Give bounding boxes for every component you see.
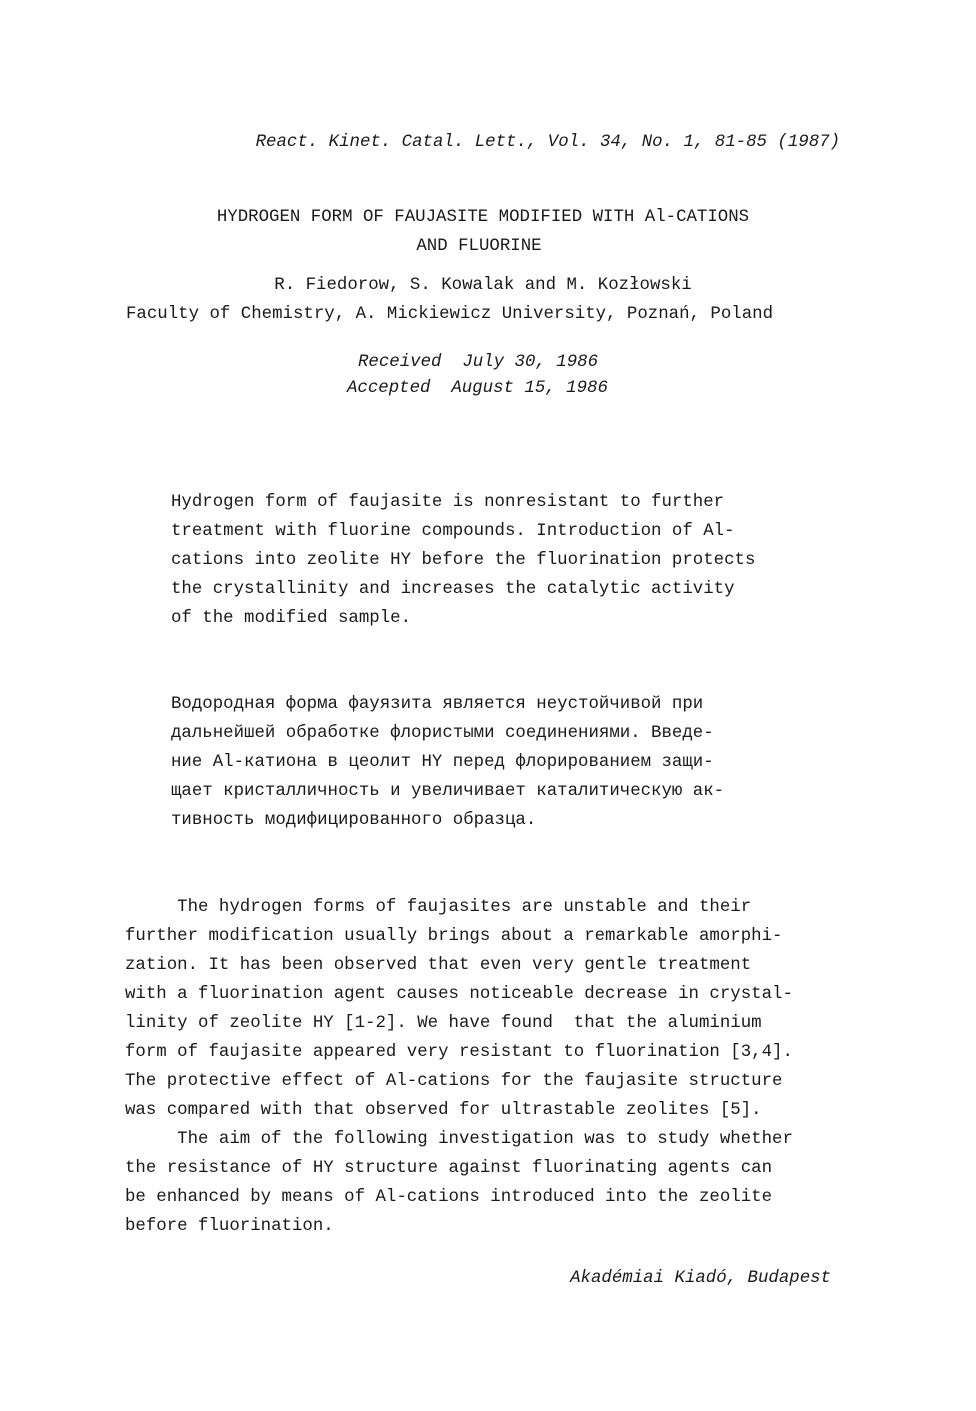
body-line: be enhanced by means of Al-cations introduced into the zeolite bbox=[125, 1188, 773, 1207]
abstract-line: cations into zeolite HY before the fluorination protects bbox=[171, 551, 756, 570]
paper-title-line-1: HYDROGEN FORM OF FAUJASITE MODIFIED WITH Al-CATIONS bbox=[216, 208, 750, 227]
affiliation: Faculty of Chemistry, A. Mickiewicz University, Poznań, Poland bbox=[126, 305, 774, 324]
accepted-date: Accepted August 15, 1986 bbox=[347, 379, 608, 398]
body-line: form of faujasite appeared very resistant to fluorination [3,4]. bbox=[125, 1043, 793, 1062]
body-line: further modification usually brings about a remarkable amorphi- bbox=[125, 927, 783, 946]
received-date: Received July 30, 1986 bbox=[358, 353, 599, 372]
abstract-line: ние Al-катиона в цеолит HY перед флорированием защи- bbox=[171, 753, 714, 772]
body-line: linity of zeolite HY [1-2]. We have found that the aluminium bbox=[125, 1014, 762, 1033]
body-line: before fluorination. bbox=[125, 1217, 334, 1236]
abstract-line: Водородная форма фауязита является неустойчивой при bbox=[171, 695, 704, 714]
abstract-english bbox=[171, 488, 755, 633]
publisher-imprint: Akadémiai Kiadó, Budapest bbox=[570, 1269, 831, 1288]
abstract-line: of the modified sample. bbox=[171, 609, 412, 628]
abstract-line: the crystallinity and increases the catalytic activity bbox=[171, 580, 735, 599]
body-line: with a fluorination agent causes noticeable decrease in crystal- bbox=[125, 985, 793, 1004]
body-line: The hydrogen forms of faujasites are unstable and their bbox=[125, 898, 752, 917]
body-line: The protective effect of Al-cations for the faujasite structure bbox=[125, 1072, 783, 1091]
abstract-line: Hydrogen form of faujasite is nonresistant to further bbox=[171, 493, 725, 512]
abstract-line: тивность модифицированного образца. bbox=[171, 811, 537, 830]
abstract-line: treatment with fluorine compounds. Introduction of Al- bbox=[171, 522, 735, 541]
journal-citation: React. Kinet. Catal. Lett., Vol. 34, No. 1, 81-85 (1987) bbox=[255, 133, 840, 152]
body-line: was compared with that observed for ultrastable zeolites [5]. bbox=[125, 1101, 762, 1120]
authors: R. Fiedorow, S. Kowalak and M. Kozłowski bbox=[274, 276, 692, 295]
body-line: The aim of the following investigation was to study whether bbox=[125, 1130, 793, 1149]
paper-title-line-2: AND FLUORINE bbox=[416, 237, 542, 256]
body-line: zation. It has been observed that even very gentle treatment bbox=[125, 956, 752, 975]
body-text bbox=[125, 893, 793, 1241]
body-line: the resistance of HY structure against fluorinating agents can bbox=[125, 1159, 773, 1178]
abstract-russian bbox=[171, 690, 724, 835]
abstract-line: щает кристалличность и увеличивает каталитическую ак- bbox=[171, 782, 725, 801]
abstract-line: дальнейшей обработке флористыми соединениями. Введе- bbox=[171, 724, 714, 743]
